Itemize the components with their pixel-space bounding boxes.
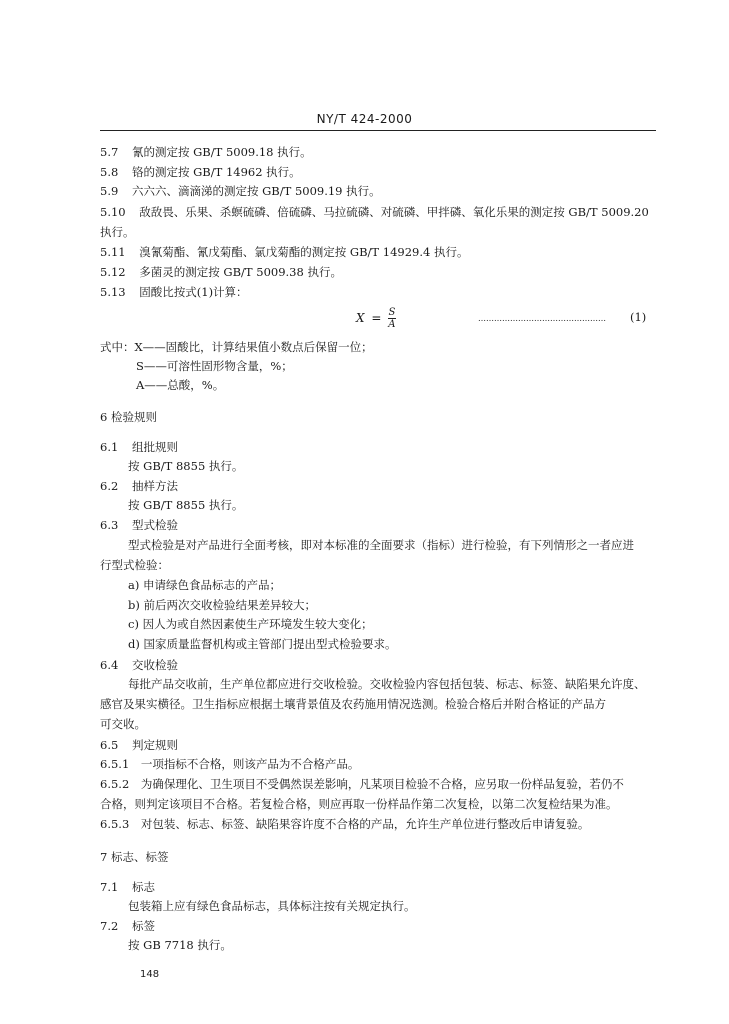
clause-5-11 bbox=[100, 244, 468, 260]
formula-numerator: S bbox=[388, 307, 396, 318]
clause-text: 六六六、滴滴涕的测定按 GB/T 5009.19 执行。 bbox=[131, 184, 381, 198]
standard-code-header: NY/T 424-2000 bbox=[316, 112, 413, 126]
clause-text: 敌敌畏、乐果、杀螟硫磷、倍硫磷、马拉硫磷、对硫磷、甲拌磷、氧化乐果的测定按 GB/T 5009.20 bbox=[139, 205, 649, 219]
clause-6-5-2-continued: 合格，则判定该项目不合格。若复检合格，则应再取一份样品作第二次复检，以第二次复检结果为准。 bbox=[100, 797, 618, 811]
clause-title: 判定规则 bbox=[131, 738, 178, 752]
clause-number: 5.12 bbox=[100, 265, 126, 279]
clause-number: 6.4 bbox=[100, 658, 119, 672]
clause-6-2-heading bbox=[100, 478, 178, 494]
clause-6-3-para-line2: 行型式检验： bbox=[100, 558, 169, 572]
clause-text: 多菌灵的测定按 GB/T 5009.38 执行。 bbox=[139, 265, 342, 279]
clause-6-1-body: 按 GB/T 8855 执行。 bbox=[128, 459, 244, 473]
list-item-c: c) 因人为或自然因素使生产环境发生较大变化； bbox=[128, 617, 373, 631]
clause-number: 5.13 bbox=[100, 285, 126, 299]
formula-lhs: X bbox=[356, 311, 365, 325]
formula-1 bbox=[356, 306, 396, 330]
clause-number: 6.1 bbox=[100, 440, 119, 454]
list-item-d: d) 国家质量监督机构或主管部门提出型式检验要求。 bbox=[128, 637, 397, 651]
clause-text: 固酸比按式(1)计算： bbox=[139, 285, 248, 299]
clause-text: 铬的测定按 GB/T 14962 执行。 bbox=[131, 165, 301, 179]
formula-where-intro: 式中：X——固酸比，计算结果值小数点后保留一位； bbox=[100, 340, 373, 354]
clause-title: 交收检验 bbox=[131, 658, 178, 672]
clause-number: 5.11 bbox=[100, 245, 126, 259]
formula-where-s: S——可溶性固形物含量，%； bbox=[136, 359, 293, 373]
clause-text: 溴氰菊酯、氰戊菊酯、氯戊菊酯的测定按 GB/T 14929.4 执行。 bbox=[139, 245, 469, 259]
clause-6-5-3 bbox=[100, 816, 589, 832]
section-6-title: 6 检验规则 bbox=[100, 410, 157, 424]
formula-equals: = bbox=[371, 311, 382, 325]
clause-6-5-2 bbox=[100, 776, 624, 792]
clause-6-4-para-line1: 每批产品交收前，生产单位都应进行交收检验。交收检验内容包括包装、标志、标签、缺陷果允许度、 bbox=[128, 677, 646, 691]
clause-6-3-para-line1: 型式检验是对产品进行全面考核，即对本标准的全面要求（指标）进行检验，有下列情形之一者应进 bbox=[128, 538, 634, 552]
clause-7-1-body: 包装箱上应有绿色食品标志，具体标注按有关规定执行。 bbox=[128, 899, 416, 913]
list-item-b: b) 前后两次交收检验结果差异较大； bbox=[128, 598, 317, 612]
clause-number: 5.9 bbox=[100, 184, 119, 198]
section-7-title: 7 标志、标签 bbox=[100, 850, 169, 864]
clause-5-10 bbox=[100, 204, 649, 220]
clause-7-1-heading bbox=[100, 879, 155, 895]
clause-number: 7.2 bbox=[100, 919, 119, 933]
clause-5-9 bbox=[100, 183, 381, 199]
clause-number: 5.10 bbox=[100, 205, 126, 219]
header-rule bbox=[100, 130, 656, 131]
clause-number: 6.5.2 bbox=[100, 777, 130, 791]
clause-number: 6.5 bbox=[100, 738, 119, 752]
clause-5-13 bbox=[100, 284, 248, 300]
clause-number: 6.2 bbox=[100, 479, 119, 493]
clause-6-4-para-line2: 感官及果实横径。卫生指标应根据土壤背景值及农药施用情况选测。检验合格后并附合格证的产品方 bbox=[100, 697, 606, 711]
clause-title: 型式检验 bbox=[131, 518, 178, 532]
clause-5-12 bbox=[100, 264, 342, 280]
clause-5-7 bbox=[100, 144, 312, 160]
clause-number: 5.7 bbox=[100, 145, 119, 159]
clause-6-2-body: 按 GB/T 8855 执行。 bbox=[128, 498, 244, 512]
clause-title: 抽样方法 bbox=[131, 479, 178, 493]
clause-title: 组批规则 bbox=[131, 440, 178, 454]
clause-6-4-para-line3: 可交收。 bbox=[100, 717, 146, 731]
clause-number: 6.5.3 bbox=[100, 817, 130, 831]
clause-text: 一项指标不合格，则该产品为不合格产品。 bbox=[140, 757, 360, 771]
formula-label: (1) bbox=[630, 310, 647, 324]
clause-6-1-heading bbox=[100, 439, 178, 455]
clause-5-8 bbox=[100, 164, 301, 180]
clause-7-2-heading bbox=[100, 918, 155, 934]
clause-text: 对包装、标志、标签、缺陷果容许度不合格的产品，允许生产单位进行整改后申请复验。 bbox=[140, 817, 590, 831]
formula-fraction bbox=[388, 307, 395, 330]
list-item-a: a) 申请绿色食品标志的产品； bbox=[128, 578, 281, 592]
clause-title: 标志 bbox=[131, 880, 155, 894]
page-number: 148 bbox=[140, 969, 160, 980]
formula-where-a: A——总酸，%。 bbox=[136, 378, 225, 392]
clause-text: 氰的测定按 GB/T 5009.18 执行。 bbox=[131, 145, 312, 159]
clause-6-3-heading bbox=[100, 517, 178, 533]
clause-number: 5.8 bbox=[100, 165, 119, 179]
clause-number: 6.5.1 bbox=[100, 757, 130, 771]
clause-title: 标签 bbox=[131, 919, 155, 933]
formula-denominator: A bbox=[388, 319, 396, 330]
clause-5-10-continued: 执行。 bbox=[100, 225, 135, 239]
clause-6-4-heading bbox=[100, 657, 178, 673]
clause-7-2-body: 按 GB 7718 执行。 bbox=[128, 938, 232, 952]
clause-6-5-1 bbox=[100, 756, 359, 772]
clause-number: 6.3 bbox=[100, 518, 119, 532]
clause-6-5-heading bbox=[100, 737, 178, 753]
clause-text: 为确保理化、卫生项目不受偶然误差影响，凡某项目检验不合格，应另取一份样品复验，若仍不 bbox=[140, 777, 624, 791]
formula-leader-dots: ………………………………………… bbox=[478, 314, 606, 323]
clause-number: 7.1 bbox=[100, 880, 119, 894]
